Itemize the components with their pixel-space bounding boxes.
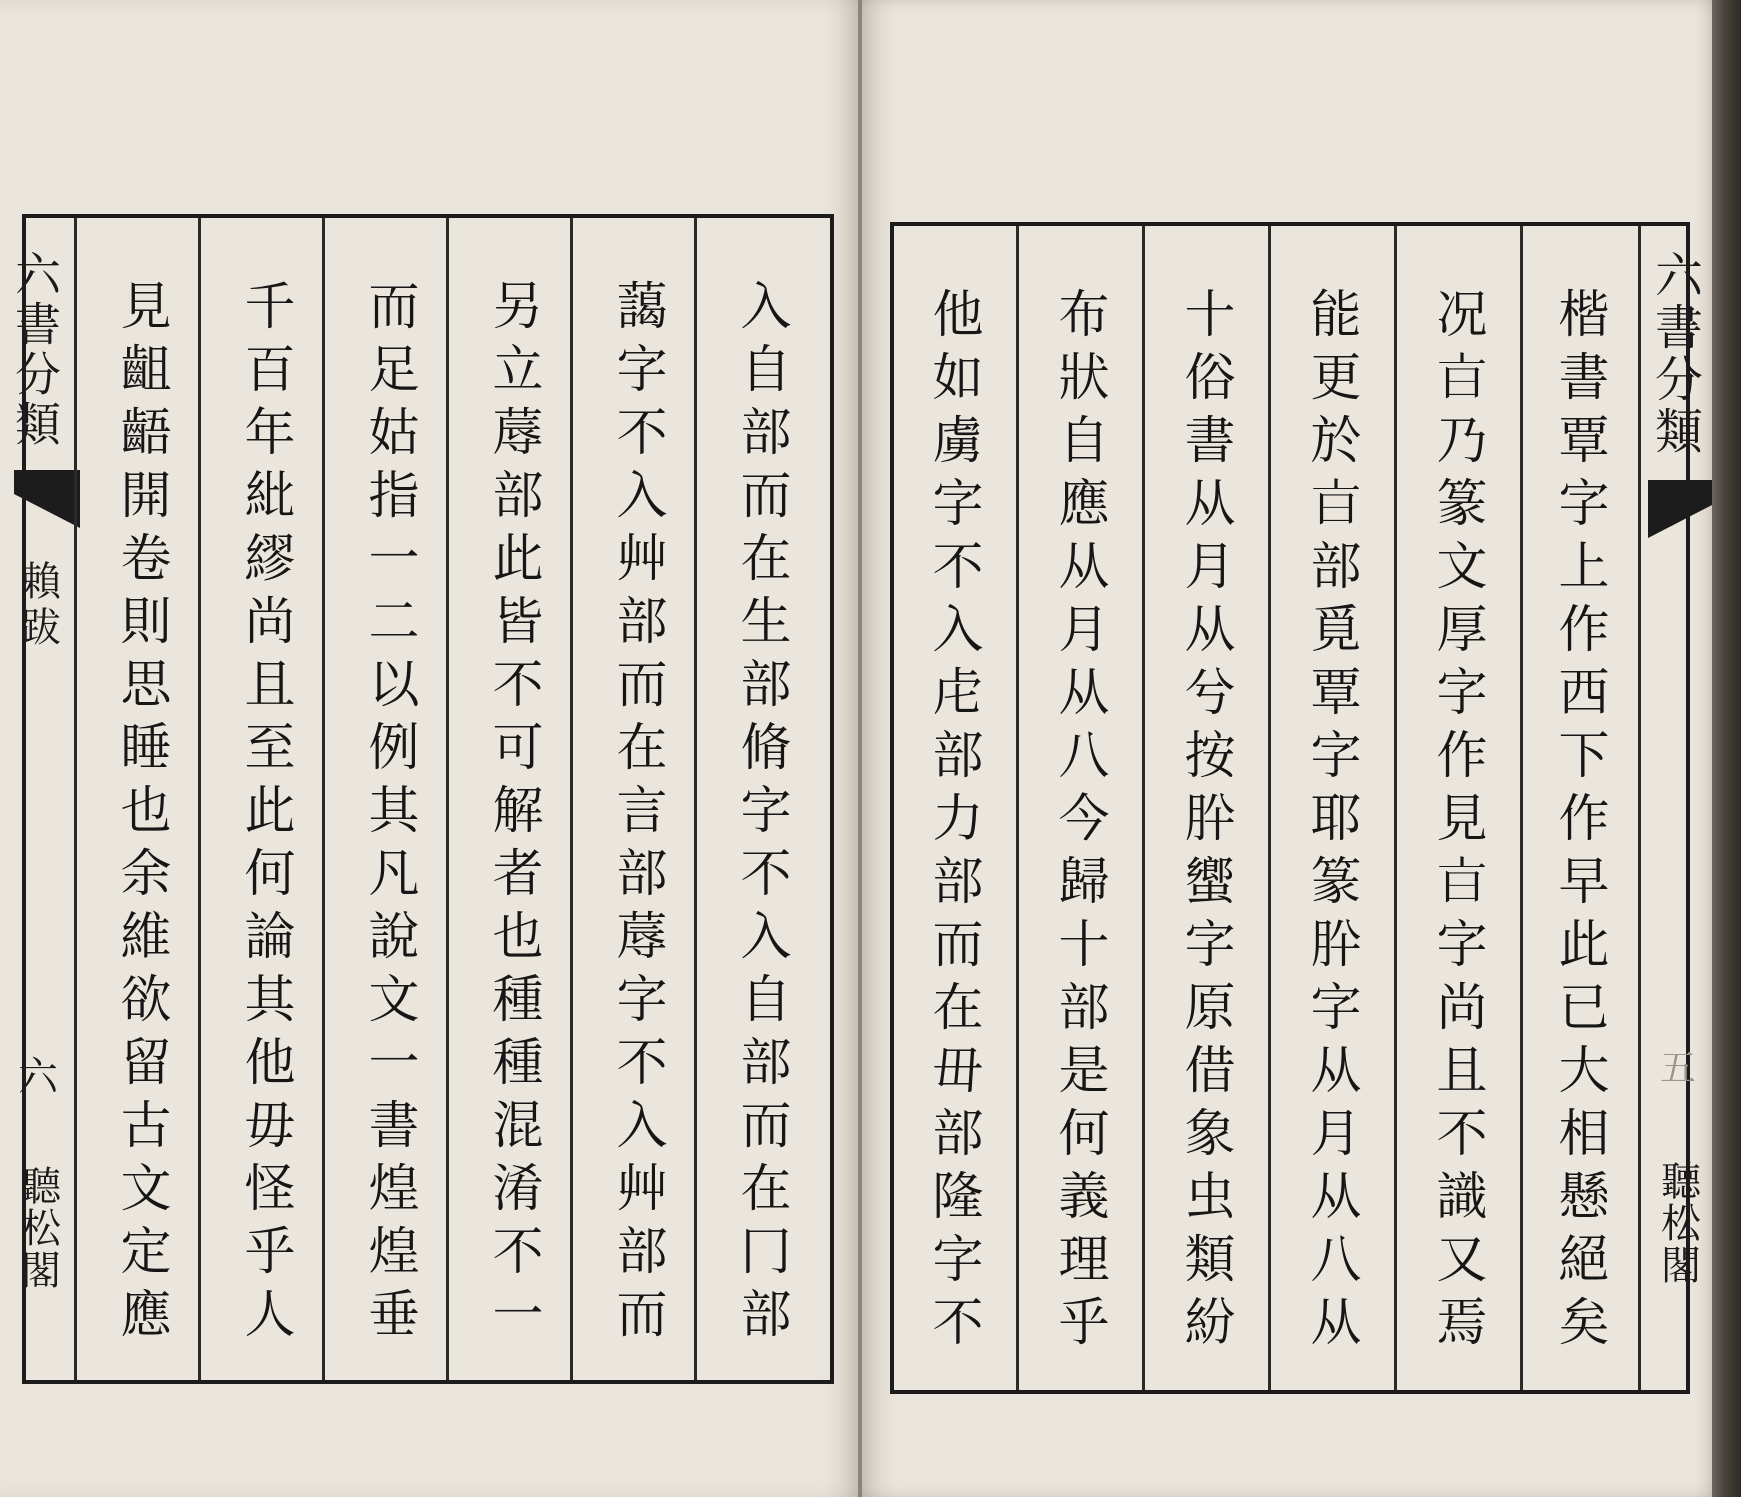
text-glyph: 下	[1558, 727, 1610, 786]
text-glyph: 皆	[492, 593, 544, 652]
text-glyph: 齬	[120, 404, 172, 463]
text-glyph: 此	[244, 782, 296, 841]
text-glyph: 卷	[120, 530, 172, 589]
text-glyph: 从	[1310, 1294, 1362, 1353]
left-column-3	[461, 218, 575, 1380]
text-glyph: 在	[616, 719, 668, 778]
text-glyph: 艸	[616, 1160, 668, 1219]
text-glyph: 矣	[1558, 1294, 1610, 1353]
text-glyph: 而	[368, 278, 420, 337]
text-glyph: 應	[1058, 475, 1110, 534]
text-glyph: 字	[616, 971, 668, 1030]
text-glyph: 肸	[1310, 916, 1362, 975]
right-margin-title-box	[1642, 250, 1708, 470]
text-glyph: 開	[120, 467, 172, 526]
text-glyph: 書	[1558, 349, 1610, 408]
right-column-3	[1276, 226, 1396, 1390]
text-glyph: 應	[120, 1286, 172, 1345]
text-glyph: 不	[616, 404, 668, 463]
text-glyph: 蠁	[1184, 853, 1236, 912]
text-glyph: 二	[368, 593, 420, 652]
text-glyph: 種	[492, 971, 544, 1030]
text-glyph: 篆	[1436, 475, 1488, 534]
text-glyph: 部	[1310, 538, 1362, 597]
text-glyph: 𣅀	[1310, 475, 1362, 534]
text-glyph: 百	[244, 341, 296, 400]
text-glyph: 可	[492, 719, 544, 778]
text-glyph: 耶	[1310, 790, 1362, 849]
left-margin-title: 六書分類	[8, 250, 62, 450]
text-glyph: 毋	[244, 1097, 296, 1156]
text-glyph: 艸	[616, 530, 668, 589]
text-glyph: 是	[1058, 1042, 1110, 1101]
text-glyph: 此	[492, 530, 544, 589]
right-text-frame	[890, 222, 1690, 1394]
right-margin-page-box	[1652, 1040, 1704, 1091]
text-glyph: 齟	[120, 341, 172, 400]
text-glyph: 部	[932, 853, 984, 912]
text-glyph: 者	[492, 845, 544, 904]
right-margin-hall-box	[1652, 1160, 1704, 1286]
text-glyph: 早	[1558, 853, 1610, 912]
text-glyph: 虜	[932, 412, 984, 471]
text-glyph: 覃	[1310, 664, 1362, 723]
text-glyph: 類	[1184, 1231, 1236, 1290]
text-glyph: 入	[616, 1097, 668, 1156]
text-glyph: 大	[1558, 1042, 1610, 1101]
text-glyph: 此	[1558, 916, 1610, 975]
text-glyph: 虫	[1184, 1168, 1236, 1227]
text-glyph: 不	[1436, 1105, 1488, 1164]
left-column-2	[585, 218, 699, 1380]
text-glyph: 在	[740, 1160, 792, 1219]
text-glyph: 文	[120, 1160, 172, 1219]
text-glyph: 虍	[932, 664, 984, 723]
text-glyph: 而	[616, 1286, 668, 1345]
text-glyph: 千	[244, 278, 296, 337]
left-column-5	[213, 218, 327, 1380]
text-glyph: 俗	[1184, 349, 1236, 408]
text-glyph: 字	[1436, 664, 1488, 723]
text-glyph: 煌	[368, 1160, 420, 1219]
text-glyph: 楷	[1558, 286, 1610, 345]
text-glyph: 留	[120, 1034, 172, 1093]
text-glyph: 相	[1558, 1105, 1610, 1164]
text-glyph: 而	[740, 467, 792, 526]
text-glyph: 月	[1310, 1105, 1362, 1164]
text-glyph: 其	[368, 782, 420, 841]
left-margin-hall: 聽松閣	[14, 1165, 61, 1291]
text-glyph: 自	[1058, 412, 1110, 471]
text-glyph: 西	[1558, 664, 1610, 723]
text-glyph: 書	[1184, 412, 1236, 471]
text-glyph: 入	[740, 908, 792, 967]
text-glyph: 𣅀	[1436, 349, 1488, 408]
text-glyph: 不	[740, 845, 792, 904]
text-glyph: 从	[1184, 475, 1236, 534]
text-glyph: 年	[244, 404, 296, 463]
text-glyph: 𣅀	[1436, 853, 1488, 912]
text-glyph: 至	[244, 719, 296, 778]
text-glyph: 入	[616, 467, 668, 526]
text-glyph: 也	[492, 908, 544, 967]
text-glyph: 義	[1058, 1168, 1110, 1227]
text-glyph: 凡	[368, 845, 420, 904]
right-margin-title: 六書分類	[1646, 250, 1703, 458]
text-glyph: 在	[932, 979, 984, 1038]
text-glyph: 理	[1058, 1231, 1110, 1290]
text-glyph: 解	[492, 782, 544, 841]
text-glyph: 懸	[1558, 1168, 1610, 1227]
text-glyph: 作	[1436, 727, 1488, 786]
book-edge	[1712, 0, 1741, 1497]
text-glyph: 紛	[1184, 1294, 1236, 1353]
text-glyph: 覃	[1558, 412, 1610, 471]
text-glyph: 上	[1558, 538, 1610, 597]
text-glyph: 字	[1310, 979, 1362, 1038]
text-glyph: 脩	[740, 719, 792, 778]
text-glyph: 乃	[1436, 412, 1488, 471]
text-glyph: 足	[368, 341, 420, 400]
text-glyph: 今	[1058, 790, 1110, 849]
text-glyph: 自	[740, 971, 792, 1030]
text-glyph: 一	[492, 1286, 544, 1345]
right-page	[862, 0, 1712, 1497]
text-glyph: 不	[492, 1223, 544, 1282]
text-glyph: 一	[368, 530, 420, 589]
text-glyph: 論	[244, 908, 296, 967]
text-glyph: 怪	[244, 1160, 296, 1219]
left-page	[0, 0, 858, 1497]
text-glyph: 在	[740, 530, 792, 589]
text-glyph: 藹	[616, 278, 668, 337]
text-glyph: 部	[740, 1034, 792, 1093]
text-glyph: 字	[1310, 727, 1362, 786]
text-glyph: 而	[932, 916, 984, 975]
text-glyph: 月	[1184, 538, 1236, 597]
text-glyph: 字	[740, 782, 792, 841]
text-glyph: 蓐	[616, 908, 668, 967]
text-glyph: 八	[1310, 1231, 1362, 1290]
text-glyph: 从	[1310, 1042, 1362, 1101]
text-glyph: 且	[1436, 1042, 1488, 1101]
text-glyph: 狀	[1058, 349, 1110, 408]
text-glyph: 乎	[244, 1223, 296, 1282]
text-glyph: 从	[1310, 1168, 1362, 1227]
text-glyph: 象	[1184, 1105, 1236, 1164]
text-glyph: 余	[120, 845, 172, 904]
text-glyph: 思	[120, 656, 172, 715]
text-glyph: 能	[1310, 286, 1362, 345]
text-glyph: 原	[1184, 979, 1236, 1038]
text-glyph: 部	[492, 467, 544, 526]
text-glyph: 書	[368, 1097, 420, 1156]
right-column-2	[1402, 226, 1522, 1390]
text-glyph: 字	[932, 475, 984, 534]
text-glyph: 毌	[932, 1042, 984, 1101]
text-glyph: 文	[368, 971, 420, 1030]
text-glyph: 欲	[120, 971, 172, 1030]
text-glyph: 又	[1436, 1231, 1488, 1290]
left-text-frame	[22, 214, 834, 1384]
text-glyph: 部	[740, 1286, 792, 1345]
left-column-1	[709, 218, 823, 1380]
text-glyph: 不	[932, 1294, 984, 1353]
text-glyph: 而	[740, 1097, 792, 1156]
text-glyph: 於	[1310, 412, 1362, 471]
left-margin-page: 六	[18, 1054, 58, 1100]
text-glyph: 文	[1436, 538, 1488, 597]
right-column-4	[1150, 226, 1270, 1390]
text-glyph: 篆	[1310, 853, 1362, 912]
text-glyph: 更	[1310, 349, 1362, 408]
text-glyph: 不	[492, 656, 544, 715]
right-margin-page: 五	[1659, 1048, 1696, 1089]
text-glyph: 指	[368, 467, 420, 526]
text-glyph: 定	[120, 1223, 172, 1282]
right-column-1	[1528, 226, 1640, 1390]
text-glyph: 他	[244, 1034, 296, 1093]
text-glyph: 乎	[1058, 1294, 1110, 1353]
text-glyph: 字	[1558, 475, 1610, 534]
text-glyph: 如	[932, 349, 984, 408]
text-glyph: 例	[368, 719, 420, 778]
text-glyph: 一	[368, 1034, 420, 1093]
right-column-6	[898, 226, 1018, 1390]
text-glyph: 則	[120, 593, 172, 652]
text-glyph: 部	[616, 593, 668, 652]
text-glyph: 兮	[1184, 664, 1236, 723]
text-glyph: 部	[1058, 979, 1110, 1038]
left-margin-divider	[74, 218, 77, 1380]
text-glyph: 作	[1558, 790, 1610, 849]
text-glyph: 絕	[1558, 1231, 1610, 1290]
right-column-5	[1024, 226, 1144, 1390]
text-glyph: 蓐	[492, 404, 544, 463]
text-glyph: 立	[492, 341, 544, 400]
text-glyph: 作	[1558, 601, 1610, 660]
text-glyph: 另	[492, 278, 544, 337]
text-glyph: 古	[120, 1097, 172, 1156]
text-glyph: 何	[1058, 1105, 1110, 1164]
text-glyph: 而	[616, 656, 668, 715]
text-glyph: 識	[1436, 1168, 1488, 1227]
text-glyph: 歸	[1058, 853, 1110, 912]
text-glyph: 八	[1058, 727, 1110, 786]
text-glyph: 尚	[244, 593, 296, 652]
text-glyph: 字	[1184, 916, 1236, 975]
text-glyph: 自	[740, 341, 792, 400]
text-glyph: 也	[120, 782, 172, 841]
text-glyph: 部	[932, 727, 984, 786]
text-glyph: 生	[740, 593, 792, 652]
text-glyph: 紕	[244, 467, 296, 526]
text-glyph: 煌	[368, 1223, 420, 1282]
text-glyph: 部	[932, 1105, 984, 1164]
text-glyph: 睡	[120, 719, 172, 778]
text-glyph: 言	[616, 782, 668, 841]
text-glyph: 部	[740, 656, 792, 715]
text-glyph: 尚	[1436, 979, 1488, 1038]
text-glyph: 不	[616, 1034, 668, 1093]
text-glyph: 从	[1058, 538, 1110, 597]
text-glyph: 厚	[1436, 601, 1488, 660]
text-glyph: 十	[1184, 286, 1236, 345]
text-glyph: 垂	[368, 1286, 420, 1345]
text-glyph: 从	[1184, 601, 1236, 660]
text-glyph: 以	[368, 656, 420, 715]
text-glyph: 種	[492, 1034, 544, 1093]
left-column-4	[337, 218, 451, 1380]
text-glyph: 淆	[492, 1160, 544, 1219]
text-glyph: 且	[244, 656, 296, 715]
text-glyph: 按	[1184, 727, 1236, 786]
text-glyph: 繆	[244, 530, 296, 589]
text-glyph: 十	[1058, 916, 1110, 975]
text-glyph: 不	[932, 538, 984, 597]
text-glyph: 姑	[368, 404, 420, 463]
left-margin-section: 賴跋	[14, 560, 61, 652]
text-glyph: 部	[740, 404, 792, 463]
text-glyph: 入	[932, 601, 984, 660]
text-glyph: 混	[492, 1097, 544, 1156]
text-glyph: 焉	[1436, 1294, 1488, 1353]
text-glyph: 布	[1058, 286, 1110, 345]
text-glyph: 肸	[1184, 790, 1236, 849]
text-glyph: 他	[932, 286, 984, 345]
text-glyph: 部	[616, 1223, 668, 1282]
right-margin-hall: 聽松閣	[1654, 1160, 1701, 1286]
text-glyph: 覓	[1310, 601, 1362, 660]
text-glyph: 冂	[740, 1223, 792, 1282]
text-glyph: 見	[120, 278, 172, 337]
text-glyph: 力	[932, 790, 984, 849]
text-glyph: 維	[120, 908, 172, 967]
text-glyph: 何	[244, 845, 296, 904]
text-glyph: 說	[368, 908, 420, 967]
text-glyph: 見	[1436, 790, 1488, 849]
text-glyph: 部	[616, 845, 668, 904]
text-glyph: 字	[1436, 916, 1488, 975]
text-glyph: 从	[1058, 664, 1110, 723]
text-glyph: 入	[740, 278, 792, 337]
text-glyph: 月	[1058, 601, 1110, 660]
text-glyph: 其	[244, 971, 296, 1030]
text-glyph: 借	[1184, 1042, 1236, 1101]
text-glyph: 字	[932, 1231, 984, 1290]
right-fish-tail-mark	[1648, 480, 1712, 538]
text-glyph: 已	[1558, 979, 1610, 1038]
left-column-6	[89, 218, 203, 1380]
text-glyph: 字	[616, 341, 668, 400]
text-glyph: 隆	[932, 1168, 984, 1227]
text-glyph: 人	[244, 1286, 296, 1345]
text-glyph: 况	[1436, 286, 1488, 345]
